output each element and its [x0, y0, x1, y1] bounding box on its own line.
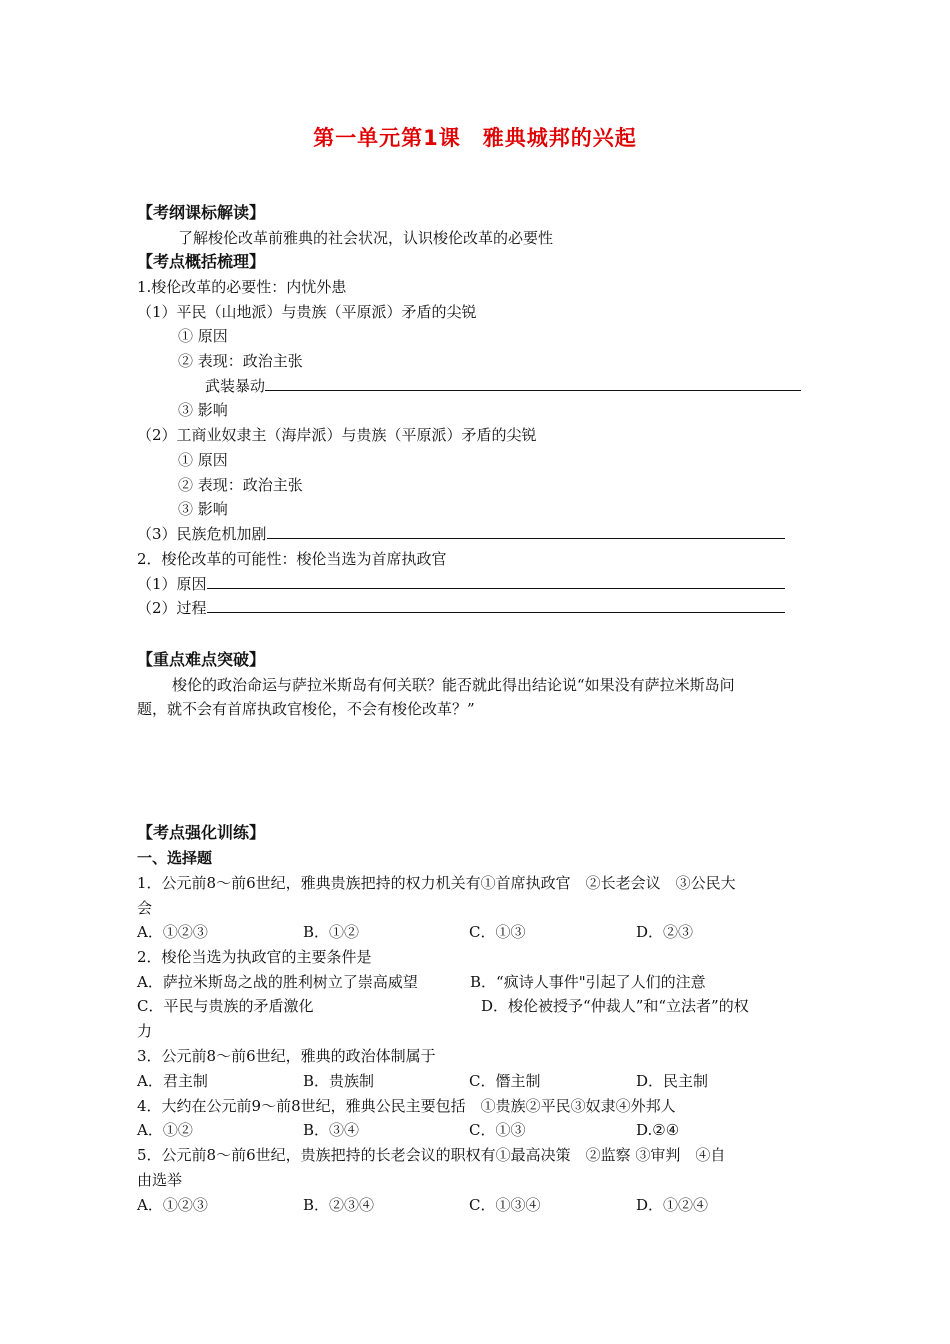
- summary-line: ③ 影响: [178, 500, 228, 518]
- answer-option[interactable]: D．①②④: [636, 1196, 709, 1214]
- section-heading-practice: 【考点强化训练】: [137, 823, 266, 842]
- summary-line: [137, 574, 785, 594]
- summary-line: [137, 524, 785, 544]
- answer-option[interactable]: A．君主制: [137, 1072, 208, 1090]
- answer-option[interactable]: B．①②: [303, 923, 360, 941]
- answer-option[interactable]: C．①③: [469, 923, 526, 941]
- summary-line: 1.梭伦改革的必要性：内忧外患: [137, 278, 347, 296]
- section-heading-summary: 【考点概括梳理】: [137, 252, 266, 271]
- answer-option[interactable]: D．民主制: [636, 1072, 709, 1090]
- summary-line: （2）工商业奴隶主（海岸派）与贵族（平原派）矛盾的尖锐: [137, 426, 537, 444]
- summary-line: [137, 598, 785, 618]
- answer-option[interactable]: B．“疯诗人事件"引起了人们的注意: [470, 973, 706, 991]
- answer-option[interactable]: A．萨拉米斯岛之战的胜利树立了崇高威望: [137, 973, 418, 991]
- summary-label: （3）民族危机加剧: [137, 525, 267, 543]
- answer-option-continued: 力: [137, 1022, 153, 1040]
- summary-line: [205, 376, 801, 396]
- answer-option[interactable]: C．①③④: [469, 1196, 541, 1214]
- answer-option[interactable]: C．平民与贵族的矛盾激化: [137, 997, 314, 1015]
- section-heading-syllabus: 【考纲课标解读】: [137, 203, 266, 222]
- answer-option[interactable]: B．②③④: [303, 1196, 375, 1214]
- question-text: 3．公元前8～前6世纪，雅典的政治体制属于: [137, 1047, 436, 1065]
- summary-label: （1）原因: [137, 575, 207, 593]
- answer-option[interactable]: D.②④: [636, 1121, 680, 1139]
- section-heading-key-points: 【重点难点突破】: [137, 650, 266, 669]
- summary-line: 2．梭伦改革的可能性：梭伦当选为首席执政官: [137, 550, 447, 568]
- summary-line: （1）平民（山地派）与贵族（平原派）矛盾的尖锐: [137, 303, 477, 321]
- answer-option[interactable]: C．僭主制: [469, 1072, 541, 1090]
- answer-option[interactable]: A．①②③: [137, 1196, 208, 1214]
- answer-option[interactable]: B．贵族制: [303, 1072, 375, 1090]
- key-points-text: 梭伦的政治命运与萨拉米斯岛有何关联？能否就此得出结论说“如果没有萨拉米斯岛问: [172, 676, 735, 694]
- syllabus-text: 了解梭伦改革前雅典的社会状况，认识梭伦改革的必要性: [178, 229, 554, 247]
- question-text: 1．公元前8～前6世纪，雅典贵族把持的权力机关有①首席执政官 ②长老会议 ③公民大: [137, 874, 736, 892]
- question-text: 2．梭伦当选为执政官的主要条件是: [137, 948, 372, 966]
- page-title: 第一单元第1课 雅典城邦的兴起: [313, 126, 637, 150]
- question-text: 5．公元前8～前6世纪，贵族把持的长老会议的职权有①最高决策 ②监察 ③审判 ④自: [137, 1146, 726, 1164]
- summary-label: （2）过程: [137, 599, 207, 617]
- summary-line: ③ 影响: [178, 401, 228, 419]
- fill-in-blank[interactable]: [265, 376, 801, 391]
- summary-line: ② 表现：政治主张: [178, 352, 303, 370]
- summary-line: ② 表现：政治主张: [178, 476, 303, 494]
- answer-option[interactable]: D．梭伦被授予“仲裁人”和“立法者”的权: [481, 997, 749, 1015]
- answer-option[interactable]: B．③④: [303, 1121, 360, 1139]
- key-points-text: 题，就不会有首席执政官梭伦，不会有梭伦改革？”: [137, 700, 475, 718]
- subheading-choice: 一、选择题: [137, 849, 213, 867]
- fill-in-blank[interactable]: [267, 524, 785, 539]
- answer-option[interactable]: A．①②③: [137, 923, 208, 941]
- question-text: 4．大约在公元前9～前8世纪，雅典公民主要包括 ①贵族②平民③奴隶④外邦人: [137, 1097, 676, 1115]
- summary-label: 武装暴动: [205, 377, 266, 395]
- fill-in-blank[interactable]: [207, 598, 785, 613]
- summary-line: ① 原因: [178, 451, 228, 469]
- answer-option[interactable]: A．①②: [137, 1121, 193, 1139]
- fill-in-blank[interactable]: [207, 574, 785, 589]
- question-text: 由选举: [137, 1171, 183, 1189]
- answer-option[interactable]: D．②③: [636, 923, 694, 941]
- summary-line: ① 原因: [178, 327, 228, 345]
- answer-option[interactable]: C．①③: [469, 1121, 526, 1139]
- question-text: 会: [137, 899, 153, 917]
